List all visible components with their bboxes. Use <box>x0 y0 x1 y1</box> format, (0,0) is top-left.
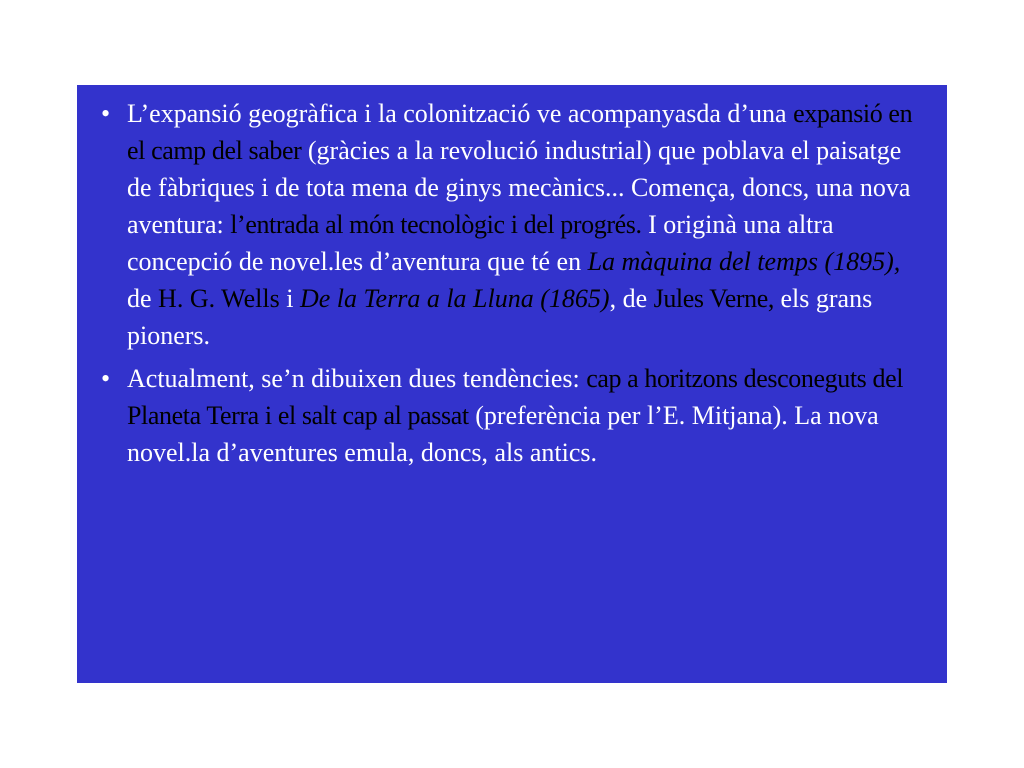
text-segment: (preferència per l’E. Mitjana). La nova novel.la d’aventures emula, doncs, als antics. <box>127 401 879 467</box>
bullet-marker: • <box>101 364 111 393</box>
emphasis-text: cap a horitzons desconeguts del Planeta Terra i el salt cap al passat <box>127 364 904 430</box>
author-verne: Jules Verne, <box>653 284 774 313</box>
author-wells: H. G. Wells <box>158 284 280 313</box>
text-segment: (gràcies a la revolució industrial) que poblava el paisatge de fàbriques i de tota mena de ginys mecànics... Comença, doncs, una nova aventura: <box>127 136 911 239</box>
book-title-time-machine: La màquina del temps (1895), <box>587 247 901 276</box>
bullet-marker: • <box>101 99 111 128</box>
bullet-item-expansion <box>101 95 931 354</box>
text-segment: Actualment, se’n dibuixen dues tendències: <box>127 364 587 393</box>
text-segment: de <box>127 284 159 313</box>
text-segment: , de <box>609 284 654 313</box>
text-segment: L’expansió geogràfica i la colonització ve acompanyasda d’una <box>127 99 794 128</box>
text-segment: I originà una altra concepció de novel.les d’aventura que té en <box>127 210 834 276</box>
book-title-earth-to-moon: De la Terra a la Lluna (1865) <box>299 284 610 313</box>
text-segment: i <box>279 284 300 313</box>
emphasis-text: expansió en el camp del saber <box>127 99 913 165</box>
content-panel <box>77 85 947 683</box>
text-segment: els grans pioners. <box>127 284 873 350</box>
bullet-list <box>101 95 931 471</box>
emphasis-text: l’entrada al món tecnològic i del progrés. <box>230 210 642 239</box>
bullet-item-trends <box>101 360 931 471</box>
